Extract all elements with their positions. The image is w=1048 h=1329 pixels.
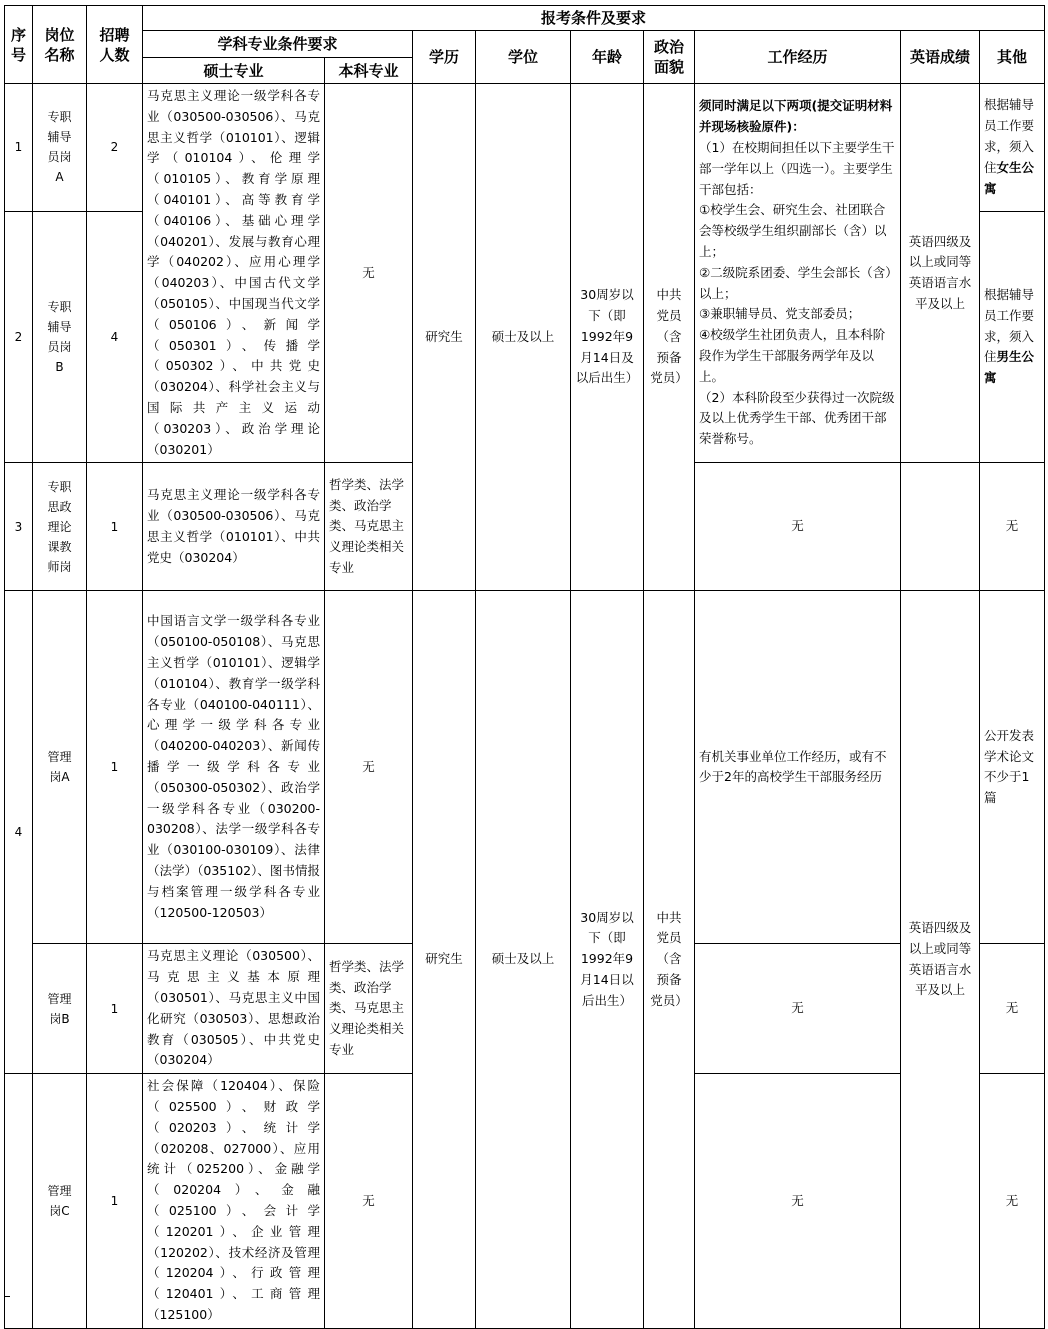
header-political-label: 政治 面貌 (653, 38, 684, 76)
row3-other: 无 (980, 463, 1045, 591)
row4b-bachelor-major: 哲学类、法学类、政治学类、马克思主义理论类相关专业 (325, 944, 413, 1074)
row4b-count: 1 (87, 944, 143, 1074)
rowc-name (33, 1074, 87, 1329)
header-seq (5, 6, 33, 84)
row2-name (33, 211, 87, 463)
row3-english (901, 463, 980, 591)
header-other: 其他 (980, 31, 1045, 84)
row3-bachelor-major: 哲学类、法学类、政治学类、马克思主义理论类相关专业 (325, 463, 413, 591)
row4a-other: 公开发表学术论文不少于1篇 (980, 591, 1045, 944)
row4b-name-text: 管理 岗B (47, 991, 72, 1026)
group2-age: 30周岁以下（即1992年9月14日以后出生） (571, 591, 644, 1328)
row1-other-text: 根据辅导员工作要求，须入住 (984, 97, 1035, 175)
rowc-count: 1 (87, 1074, 143, 1329)
row4b-work-exp: 无 (695, 944, 901, 1074)
group1-degree: 硕士及以上 (476, 84, 571, 591)
row3-work-exp: 无 (695, 463, 901, 591)
row12-work-exp (695, 84, 901, 463)
row4-seq: 4 (5, 591, 33, 1074)
row1-other-bold: 女生公寓 (984, 159, 1035, 196)
row4a-bachelor-major: 无 (325, 591, 413, 944)
group2-education: 研究生 (413, 591, 476, 1328)
row1-other (980, 84, 1045, 212)
row4a-name-text: 管理 岗A (47, 750, 72, 785)
row4a-name (33, 591, 87, 944)
row3-count: 1 (87, 463, 143, 591)
header-seq-label: 序 号 (10, 25, 26, 64)
row12-work-exp-body: （1）在校期间担任以下主要学生干部一学年以上（四选一）。主要学生干部包括： ①校学生会、研究生会、社团联合会等校级学生组织副部长（含）以上； ②二级院系团委、学生会部长（含）以上； ③兼职辅导员、党支部委员； ④校级学生社团负责人，且本科阶段作为学生干部服务两学年及以上。 （2）本科阶段至少获得过一次院级及以上优秀学生干部、优秀团干部荣誉称号。 (699, 139, 895, 447)
row2-seq: 2 (5, 211, 33, 463)
row3-seq: 3 (5, 463, 33, 591)
row12-bachelor-major: 无 (325, 84, 413, 463)
row4a-count: 1 (87, 591, 143, 944)
row4a-master-major: 中国语言文学一级学科各专业（050100-050108）、马克思主义哲学（010101）、逻辑学（010104）、教育学一级学科各专业（040100-040111）、心理学一级学科各专业（040200-040203）、新闻传播学一级学科各专业（050300-050302）、政治学一级学科各专业（030200-030208）、法学一级学科各专业（030100-030109）、法律（法学）（035102）、图书情报与档案管理一级学科各专业（120500-120503） (143, 591, 325, 944)
rowc-name-text: 管理 岗C (47, 1183, 72, 1218)
row12-english: 英语四级及以上或同等英语语言水平及以上 (901, 84, 980, 463)
recruitment-table (4, 5, 1045, 1329)
row4a-work-exp: 有机关事业单位工作经历，或有不少于2年的高校学生干部服务经历 (695, 591, 901, 944)
row2-other-bold: 男生公寓 (984, 349, 1035, 386)
header-work-exp: 工作经历 (695, 31, 901, 84)
rowc-seq (5, 1074, 33, 1329)
row1-name-text: 专职 辅导 员岗 A (47, 110, 72, 185)
row4b-name (33, 944, 87, 1074)
row12-master-major: 马克思主义理论一级学科各专业（030500-030506）、马克思主义哲学（010101）、逻辑学（010104）、伦理学（010105）、教育学原理（040101）、高等教育学（040106）、基础心理学（040201）、发展与教育心理学（040202）、应用心理学（040203）、中国古代文学（050105）、中国现当代文学（050106）、新闻学（050301）、传播学（050302）、中共党史（030204）、科学社会主义与国际共产主义运动（030203）、政治学理论（030201） (143, 84, 325, 463)
group2-english: 英语四级及以上或同等英语语言水平及以上 (901, 591, 980, 1328)
row2-other-text: 根据辅导员工作要求，须入住 (984, 287, 1035, 365)
row4b-master-major: 马克思主义理论（030500）、马克思主义基本原理（030501）、马克思主义中国化研究（030503）、思想政治教育（030505）、中共党史（030204） (143, 944, 325, 1074)
header-education: 学历 (413, 31, 476, 84)
rowc-work-exp: 无 (695, 1074, 901, 1329)
row3-name (33, 463, 87, 591)
row3-name-text: 专职 思政 理论 课教 师岗 (47, 479, 72, 574)
group1-age: 30周岁以下（即1992年9月14日及以后出生） (571, 84, 644, 591)
rowc-bachelor-major: 无 (325, 1074, 413, 1329)
row3-master-major: 马克思主义理论一级学科各专业（030500-030506）、马克思主义哲学（010101）、中共党史（030204） (143, 463, 325, 591)
page-edge-mark (4, 1296, 10, 1297)
row1-seq: 1 (5, 84, 33, 212)
group1-education: 研究生 (413, 84, 476, 591)
header-political (644, 31, 695, 84)
header-count (87, 6, 143, 84)
header-post-name-label: 岗位 名称 (44, 25, 75, 64)
row2-name-text: 专职 辅导 员岗 B (47, 300, 72, 375)
header-count-label: 招聘 人数 (99, 25, 130, 64)
header-english: 英语成绩 (901, 31, 980, 84)
group2-political (644, 591, 695, 1328)
group2-degree: 硕士及以上 (476, 591, 571, 1328)
header-bachelor-major: 本科专业 (325, 58, 413, 84)
row2-other (980, 211, 1045, 463)
group1-political (644, 84, 695, 591)
row1-count: 2 (87, 84, 143, 212)
rowc-other: 无 (980, 1074, 1045, 1329)
row4b-other: 无 (980, 944, 1045, 1074)
header-post-name (33, 6, 87, 84)
group2-political-text: 中共 党员 （含 预备 党员） (650, 909, 688, 1008)
row1-name (33, 84, 87, 212)
row2-count: 4 (87, 211, 143, 463)
group1-political-text: 中共 党员 （含 预备 党员） (650, 287, 688, 386)
header-major-req: 学科专业条件要求 (143, 31, 413, 58)
header-age: 年龄 (571, 31, 644, 84)
row12-work-exp-title: 须同时满足以下两项(提交证明材料并现场核验原件)： (699, 98, 893, 135)
header-group-title: 报考条件及要求 (143, 6, 1045, 31)
header-degree: 学位 (476, 31, 571, 84)
rowc-master-major: 社会保障（120404）、保险（025500）、财政学（020203）、统计学（020208、027000）、应用统计（025200）、金融学（020204）、金融（025100）、会计学（120201）、企业管理（120202）、技术经济及管理（120204）、行政管理（120401）、工商管理（125100） (143, 1074, 325, 1329)
header-master-major: 硕士专业 (143, 58, 325, 84)
